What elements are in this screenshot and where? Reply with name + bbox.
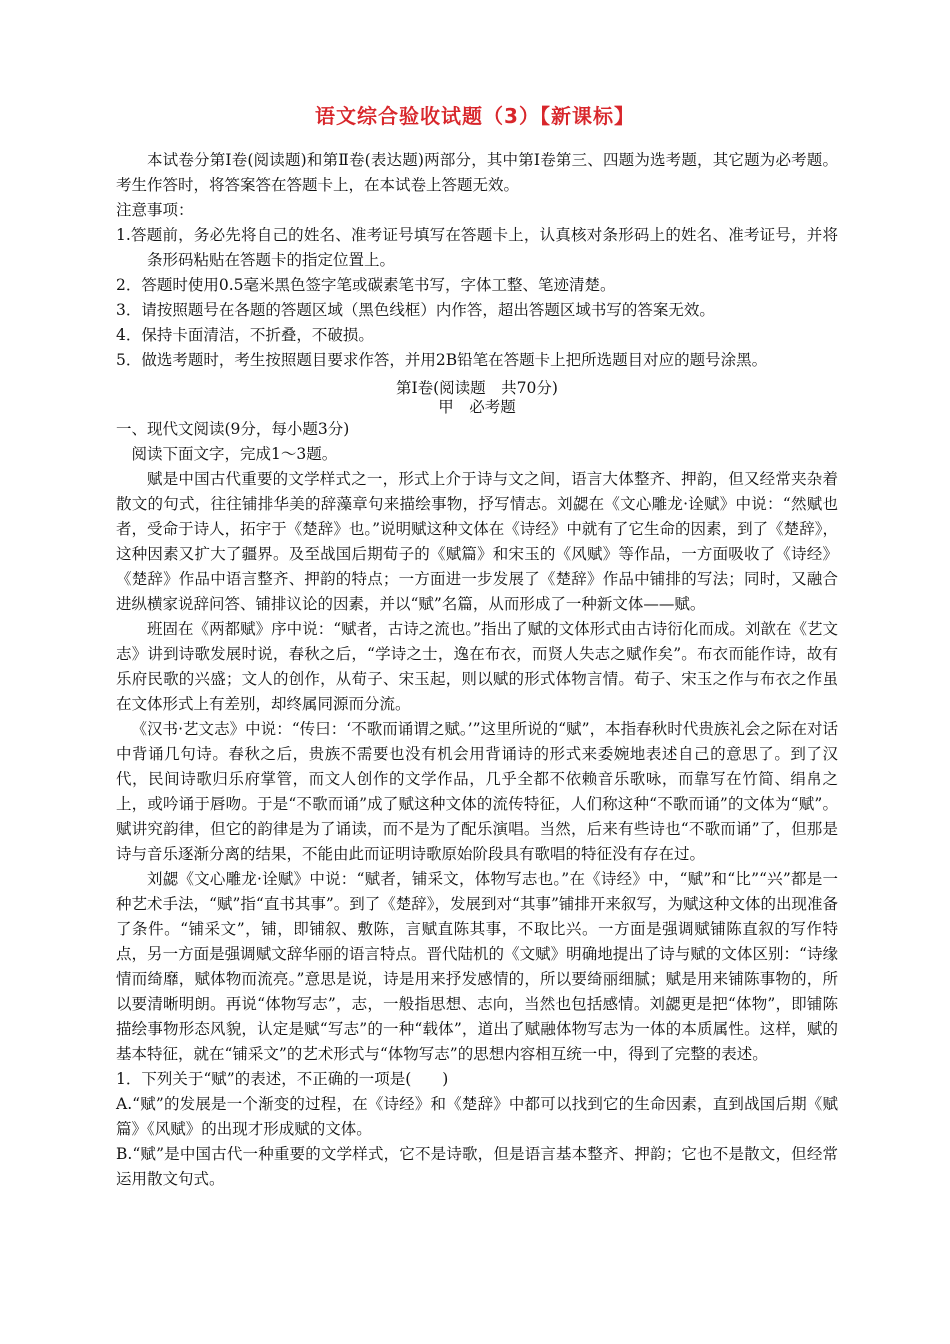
document-body: [116, 148, 838, 1192]
intro-paragraph: 本试卷分第Ⅰ卷(阅读题)和第Ⅱ卷(表达题)两部分，其中第Ⅰ卷第三、四题为选考题，其它题为必考题。考生作答时，将答案答在答题卡上，在本试卷上答题无效。: [116, 151, 838, 194]
question-1-option-b: B.“赋”是中国古代一种重要的文学样式，它不是诗歌，但是语言基本整齐、押韵；它也不是散文，但经常运用散文句式。: [116, 1145, 838, 1188]
notice-item-1: 1.答题前，务必先将自己的姓名、准考证号填写在答题卡上，认真核对条形码上的姓名、准考证号，并将条形码粘贴在答题卡的指定位置上。: [116, 226, 838, 269]
notice-item-4: 4．保持卡面清洁，不折叠，不破损。: [116, 326, 374, 344]
exam-title: 语文综合验收试题（3）【新课标】: [315, 104, 635, 128]
notice-item-3: 3．请按照题号在各题的答题区域（黑色线框）内作答，超出答题区域书写的答案无效。: [116, 301, 715, 319]
question-1-stem: 1．下列关于“赋”的表述，不正确的一项是( ): [116, 1070, 449, 1088]
section1-instruction: 阅读下面文字，完成1～3题。: [131, 445, 338, 463]
passage-paragraph-3: 《汉书·艺文志》中说：“传曰：‘不歌而诵谓之赋。’”这里所说的“赋”，本指春秋时代贵族礼会之际在对话中背诵几句诗。春秋之后，贵族不需要也没有机会用背诵诗的形式来委婉地表述自己的意思了。到了汉代，民间诗歌归乐府掌管，而文人创作的文学作品，几乎全都不依赖音乐歌咏，而靠写在竹简、绢帛之上，或吟诵于唇吻。于是“不歌而诵”成了赋这种文体的流传特征，人们称这种“不歌而诵”的文体为“赋”。赋讲究韵律，但它的韵律是为了诵读，而不是为了配乐演唱。当然，后来有些诗也“不歌而诵”了，但那是诗与音乐逐渐分离的结果，不能由此而证明诗歌原始阶段具有歌唱的特征没有存在过。: [116, 720, 838, 863]
notice-item-5: 5．做选考题时，考生按照题目要求作答，并用2B铅笔在答题卡上把所选题目对应的题号涂黑。: [116, 351, 768, 369]
passage-paragraph-4: 刘勰《文心雕龙·诠赋》中说：“赋者，铺采文，体物写志也。”在《诗经》中，“赋”和“比”“兴”都是一种艺术手法，“赋”指“直书其事”。到了《楚辞》，发展到对“其事”铺排开来叙写，为赋这种文体的出现准备了条件。“铺采文”，铺，即铺叙、敷陈，言赋直陈其事，不取比兴。一方面是强调赋铺陈直叙的写作特点，另一方面是强调赋文辞华丽的语言特点。晋代陆机的《文赋》明确地提出了诗与赋的文体区别：“诗缘情而绮靡，赋体物而流亮。”意思是说，诗是用来抒发感情的，所以要绮丽细腻；赋是用来铺陈事物的，所以要清晰明朗。再说“体物写志”，志，一般指思想、志向，当然也包括感情。刘勰更是把“体物”，即铺陈描绘事物形态风貌，认定是赋“写志”的一种“载体”，道出了赋融体物写志为一体的本质属性。这样，赋的基本特征，就在“铺采文”的艺术形式与“体物写志”的思想内容相互统一中，得到了完整的表述。: [116, 870, 838, 1063]
part1-subtitle: 甲 必考题: [438, 398, 516, 416]
question-1-option-a: A.“赋”的发展是一个渐变的过程，在《诗经》和《楚辞》中都可以找到它的生命因素，直到战国后期《赋篇》《风赋》的出现才形成赋的文体。: [116, 1095, 838, 1138]
passage-paragraph-1: 赋是中国古代重要的文学样式之一，形式上介于诗与文之间，语言大体整齐、押韵，但又经常夹杂着散文的句式，往往铺排华美的辞藻章句来描绘事物，抒写情志。刘勰在《文心雕龙·诠赋》中说：“然赋也者，受命于诗人，拓宇于《楚辞》也。”说明赋这种文体在《诗经》中就有了它生命的因素，到了《楚辞》，这种因素又扩大了疆界。及至战国后期荀子的《赋篇》和宋玉的《风赋》等作品，一方面吸收了《诗经》《楚辞》作品中语言整齐、押韵的特点；一方面进一步发展了《楚辞》作品中铺排的写法；同时，又融合进纵横家说辞问答、铺排议论的因素，并以“赋”名篇，从而形成了一种新文体——赋。: [116, 470, 838, 613]
section1-heading: 一、现代文阅读(9分，每小题3分): [116, 420, 350, 438]
passage-paragraph-2: 班固在《两都赋》序中说：“赋者，古诗之流也。”指出了赋的文体形式由古诗衍化而成。刘歆在《艺文志》讲到诗歌发展时说，春秋之后，“学诗之士，逸在布衣，而贤人失志之赋作矣”。布衣而能作诗，故有乐府民歌的兴盛；文人的创作，从荀子、宋玉起，则以赋的形式体物言情。荀子、宋玉之作与布衣之作虽在文体形式上有差别，却终属同源而分流。: [116, 620, 838, 713]
notice-heading: 注意事项：: [116, 201, 194, 219]
notice-item-2: 2．答题时使用0.5毫米黑色签字笔或碳素笔书写，字体工整、笔迹清楚。: [116, 276, 616, 294]
part1-title: 第Ⅰ卷(阅读题 共70分): [396, 379, 558, 397]
